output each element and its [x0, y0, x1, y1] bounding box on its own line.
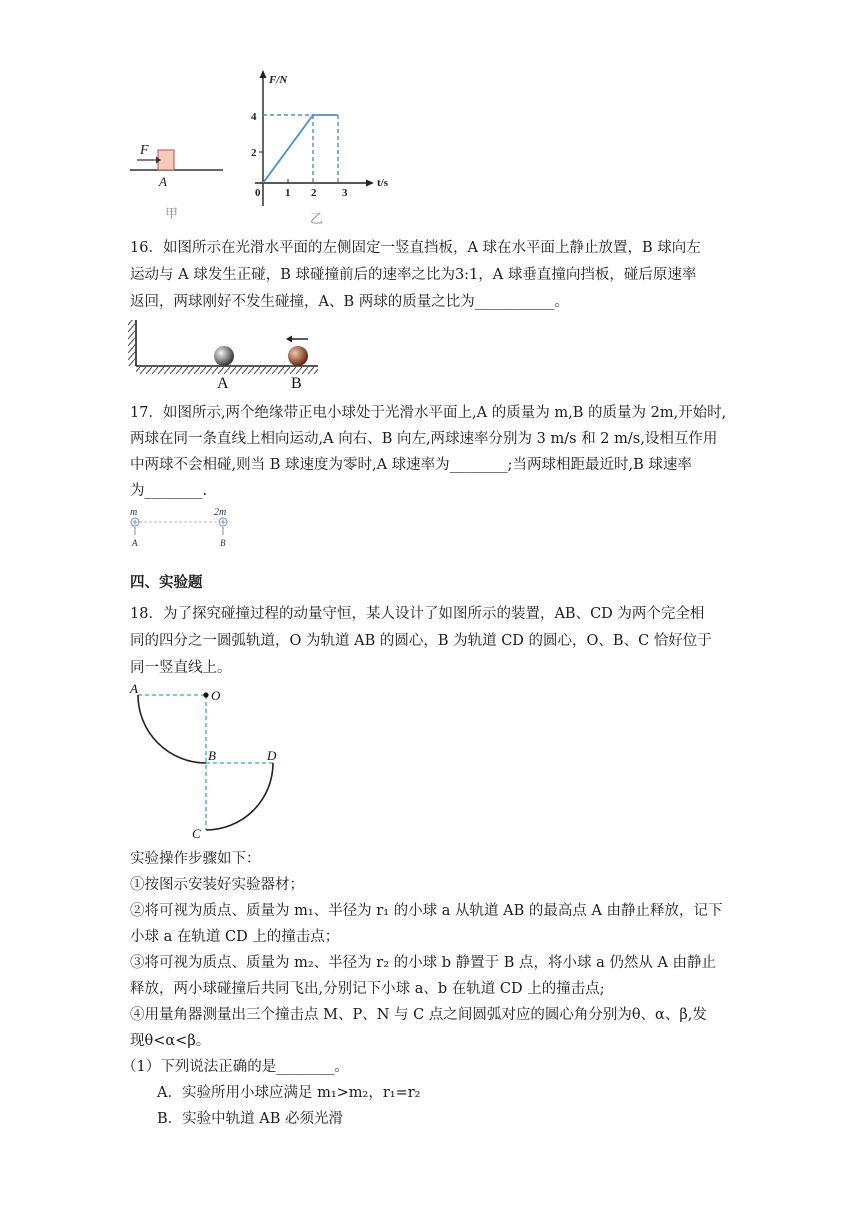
graph-series [263, 115, 338, 183]
arc-ab [138, 695, 206, 763]
sub-question-1: （1）下列说法正确的是________。 [122, 1059, 349, 1075]
step-2a: ②将可视为质点、质量为 m₁、半径为 r₁ 的小球 a 从轨道 AB 的最高点 A 由静止释放，记下 [130, 903, 723, 919]
q16-line3: 返回，两球刚好不发生碰撞，A、B 两球的质量之比为___________。 [130, 294, 569, 310]
ball-b-label: B [291, 375, 302, 390]
q17-line2: 两球在同一条直线上相向运动,A 向右、B 向左,两球速率分别为 3 m/s 和 2 m/s,设相互作用 [130, 431, 718, 447]
ball-b [288, 346, 308, 366]
q18-line1: 18．为了探究碰撞过程的动量守恒，某人设计了如图所示的装置，AB、CD 为两个完全相 [130, 606, 705, 622]
section-title: 四、实验题 [130, 574, 203, 591]
step-2b: 小球 a 在轨道 CD 上的撞击点； [130, 929, 340, 945]
ball-a [214, 346, 234, 366]
x-tick-0: 0 [255, 187, 261, 199]
point-b-label: B [220, 538, 226, 548]
ball-a-label: A [217, 375, 229, 390]
option-b: B．实验中轨道 AB 必须光滑 [157, 1111, 343, 1127]
mass-b-label: 2m [214, 507, 227, 518]
option-a: A．实验所用小球应满足 m₁>m₂，r₁=r₂ [157, 1085, 421, 1101]
q16-line2: 运动与 A 球发生正碰，B 球碰撞前后的速率之比为3:1，A 球垂直撞向挡板，碰后原速率 [130, 267, 697, 283]
step-1: ①按图示安装好实验器材； [130, 877, 304, 893]
force-label: F [140, 143, 149, 158]
step-4b: 现θ<α<β。 [130, 1033, 211, 1049]
point-c: C [192, 826, 201, 841]
x-tick-3: 3 [342, 187, 348, 199]
figure-charged-balls [125, 505, 245, 549]
step-3b: 释放，两小球碰撞后共同飞出,分别记下小球 a、b 在轨道 CD 上的撞击点; [130, 981, 605, 997]
x-axis-label: t/s [377, 177, 388, 189]
point-a: A [130, 681, 138, 696]
y-axis-label: F/N [269, 74, 288, 86]
q17-line3: 中两球不会相碰,则当 B 球速度为零时,A 球速率为________;当两球相距最近时,B 球速率 [130, 457, 692, 473]
y-tick-4: 4 [251, 111, 257, 123]
q18-line3: 同一竖直线上。 [130, 660, 232, 676]
x-tick-2: 2 [311, 187, 317, 199]
point-b: B [208, 748, 216, 763]
figure-force-graph [125, 68, 415, 230]
step-4a: ④用量角器测量出三个撞击点 M、P、N 与 C 点之间圆弧对应的圆心角分别为θ、α、β,发 [130, 1007, 707, 1023]
block-label: A [159, 174, 167, 189]
point-a-label: A [132, 538, 138, 548]
q18-line2: 同的四分之一圆弧轨道，O 为轨道 AB 的圆心，B 为轨道 CD 的圆心，O、B、C 恰好位于 [130, 633, 712, 649]
point-d: D [267, 748, 277, 763]
q17-line1: 17．如图所示,两个绝缘带正电小球处于光滑水平面上,A 的质量为 m,B 的质量为 2m,开始时, [130, 405, 727, 421]
point-o: O [211, 688, 221, 703]
caption-left: 甲 [165, 206, 179, 221]
step-3a: ③将可视为质点、质量为 m₂、半径为 r₂ 的小球 b 静置于 B 点，将小球 a 仍然从 A 由静止 [130, 955, 717, 971]
caption-right: 乙 [310, 211, 324, 226]
y-tick-2: 2 [251, 147, 257, 159]
figure-two-balls [128, 318, 328, 390]
mass-a-label: m [130, 507, 138, 518]
x-tick-1: 1 [285, 187, 291, 199]
figure-arc-tracks [125, 680, 295, 842]
force-curve [263, 115, 338, 183]
arc-cd [206, 763, 273, 830]
q17-line4: 为________. [130, 483, 208, 499]
steps-title: 实验操作步骤如下： [130, 851, 261, 867]
q16-line1: 16．如图所示在光滑水平面的左侧固定一竖直挡板，A 球在水平面上静止放置，B 球向左 [130, 240, 701, 256]
